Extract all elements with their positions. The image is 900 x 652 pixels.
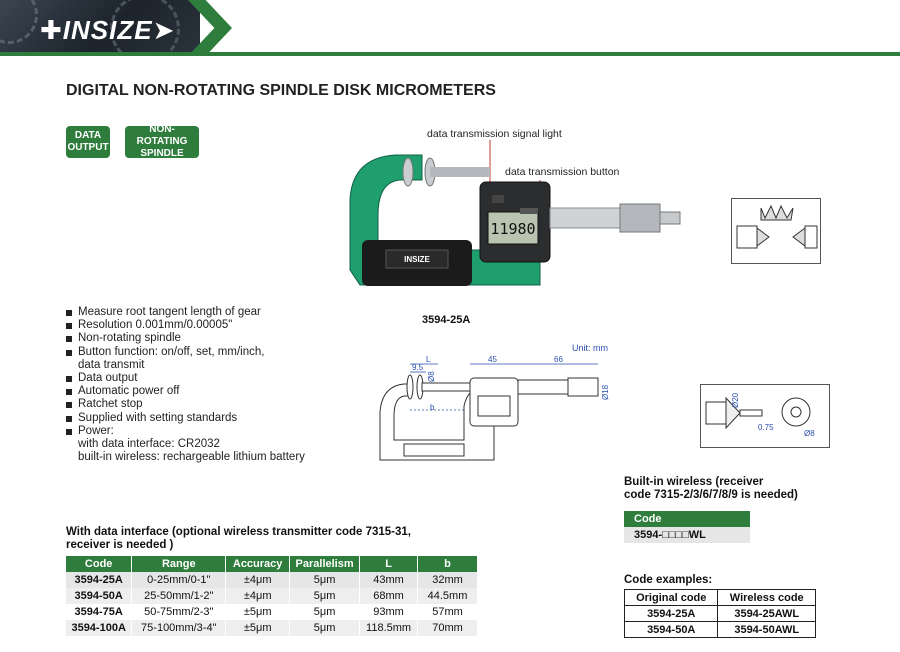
table-row (66, 604, 478, 620)
examples-table (624, 589, 816, 638)
col-header: Wireless code (718, 590, 816, 606)
dim-66: 66 (554, 355, 563, 364)
wireless-header: Code (624, 511, 751, 527)
model-label: 3594-25A (422, 314, 471, 326)
cell: ±5μm (226, 620, 290, 636)
table-row (66, 572, 478, 588)
col-header: Range (132, 556, 226, 572)
detail-anvil (706, 402, 726, 424)
cell: 3594-100A (66, 620, 132, 636)
detail-d20: Ø20 (731, 392, 740, 408)
table-row (625, 622, 816, 638)
cell: 5μm (290, 620, 360, 636)
gear-detail-image (731, 198, 821, 264)
interface-caption: With data interface (optional wireless transmitter code 7315-31, receiver is needed ) (66, 526, 411, 551)
table-row (625, 606, 816, 622)
drawing-thimble (568, 378, 598, 396)
cell: 25-50mm/1-2" (132, 588, 226, 604)
detail-disk-hole (791, 407, 801, 417)
col-header: b (418, 556, 478, 572)
cell: 43mm (360, 572, 418, 588)
col-header: Code (66, 556, 132, 572)
feature-item: Supplied with setting standards (66, 412, 305, 425)
cell: 5μm (290, 604, 360, 620)
wireless-code: 3594-□□□□WL (624, 527, 751, 543)
examples-caption: Code examples: (624, 574, 713, 586)
technical-drawing (370, 340, 620, 470)
col-header: L (360, 556, 418, 572)
detail-d8: Ø8 (804, 429, 815, 438)
disk-detail-image (700, 384, 830, 448)
thimble (620, 204, 660, 232)
cell: 57mm (418, 604, 478, 620)
col-header: Original code (625, 590, 718, 606)
unit-label: Unit: mm (572, 343, 608, 353)
cell: 68mm (360, 588, 418, 604)
dim-d18: Ø18 (601, 384, 610, 400)
wireless-table (624, 511, 751, 543)
cell: 75-100mm/3-4" (132, 620, 226, 636)
feature-item: Button function: on/off, set, mm/inch, data transmit (66, 346, 305, 372)
cell: 3594-25A (625, 606, 718, 622)
signal-light (492, 195, 504, 203)
cell: ±4μm (226, 572, 290, 588)
sleeve (550, 208, 620, 228)
wireless-caption: Built-in wireless (receiver code 7315-2/3/6/7/8/9 is needed) (624, 476, 798, 501)
drawing-sleeve (518, 380, 568, 394)
label-signal-light: data transmission signal light (427, 128, 562, 140)
feature-item: Power: with data interface: CR2032 built-in wireless: rechargeable lithium battery (66, 425, 305, 465)
cell: 44.5mm (418, 588, 478, 604)
feature-item: Non-rotating spindle (66, 332, 305, 345)
ratchet (660, 212, 680, 224)
cell: 50-75mm/2-3" (132, 604, 226, 620)
feature-list (66, 306, 305, 464)
cell: 5μm (290, 572, 360, 588)
cell: 0-25mm/0-1" (132, 572, 226, 588)
feature-item: Ratchet stop (66, 398, 305, 411)
cell: 3594-25A (66, 572, 132, 588)
badge-data-output: DATA OUTPUT (66, 126, 110, 158)
data-button (520, 208, 538, 214)
cell: 70mm (418, 620, 478, 636)
col-header: Accuracy (226, 556, 290, 572)
anvil-disk (403, 158, 413, 186)
brand-logo: ✚INSIZE➤ (40, 15, 176, 45)
body-logo: INSIZE (404, 255, 430, 264)
drawing-anvil (407, 375, 413, 399)
product-photo (330, 120, 700, 310)
label-data-button: data transmission button (505, 166, 620, 178)
table-row (66, 620, 478, 636)
spindle (430, 167, 490, 177)
cell: 3594-50A (625, 622, 718, 638)
cell: 3594-50AWL (718, 622, 816, 638)
anvil-left (737, 226, 757, 248)
col-header: Parallelism (290, 556, 360, 572)
header-rule (0, 52, 900, 56)
detail-spindle (740, 410, 762, 416)
cell: ±4μm (226, 588, 290, 604)
feature-item: Resolution 0.001mm/0.00005" (66, 319, 305, 332)
drawing-lcd (478, 396, 510, 416)
interface-table (66, 556, 478, 636)
feature-item: Data output (66, 372, 305, 385)
feature-item: Measure root tangent length of gear (66, 306, 305, 319)
badge-non-rotating-spindle: NON-ROTATING SPINDLE (125, 126, 199, 158)
dim-d8: Ø8 (427, 371, 436, 382)
cell: 3594-75A (66, 604, 132, 620)
table-row (66, 588, 478, 604)
cell: 118.5mm (360, 620, 418, 636)
dim-b: b (430, 403, 435, 412)
cell: 3594-25AWL (718, 606, 816, 622)
page-title: DIGITAL NON-ROTATING SPINDLE DISK MICROMETERS (66, 82, 496, 99)
cell: 93mm (360, 604, 418, 620)
lcd-value: 11980 (490, 220, 536, 238)
detail-0-75: 0.75 (758, 423, 774, 432)
dim-45: 45 (488, 355, 497, 364)
cell: 3594-50A (66, 588, 132, 604)
cell: 32mm (418, 572, 478, 588)
drawing-spindle (422, 383, 472, 391)
dim-L: L (426, 355, 431, 364)
cell: ±5μm (226, 604, 290, 620)
feature-item: Automatic power off (66, 385, 305, 398)
gear-icon (0, 0, 38, 44)
cell: 5μm (290, 588, 360, 604)
anvil-right (805, 226, 817, 248)
dim-9-5: 9.5 (412, 363, 424, 372)
